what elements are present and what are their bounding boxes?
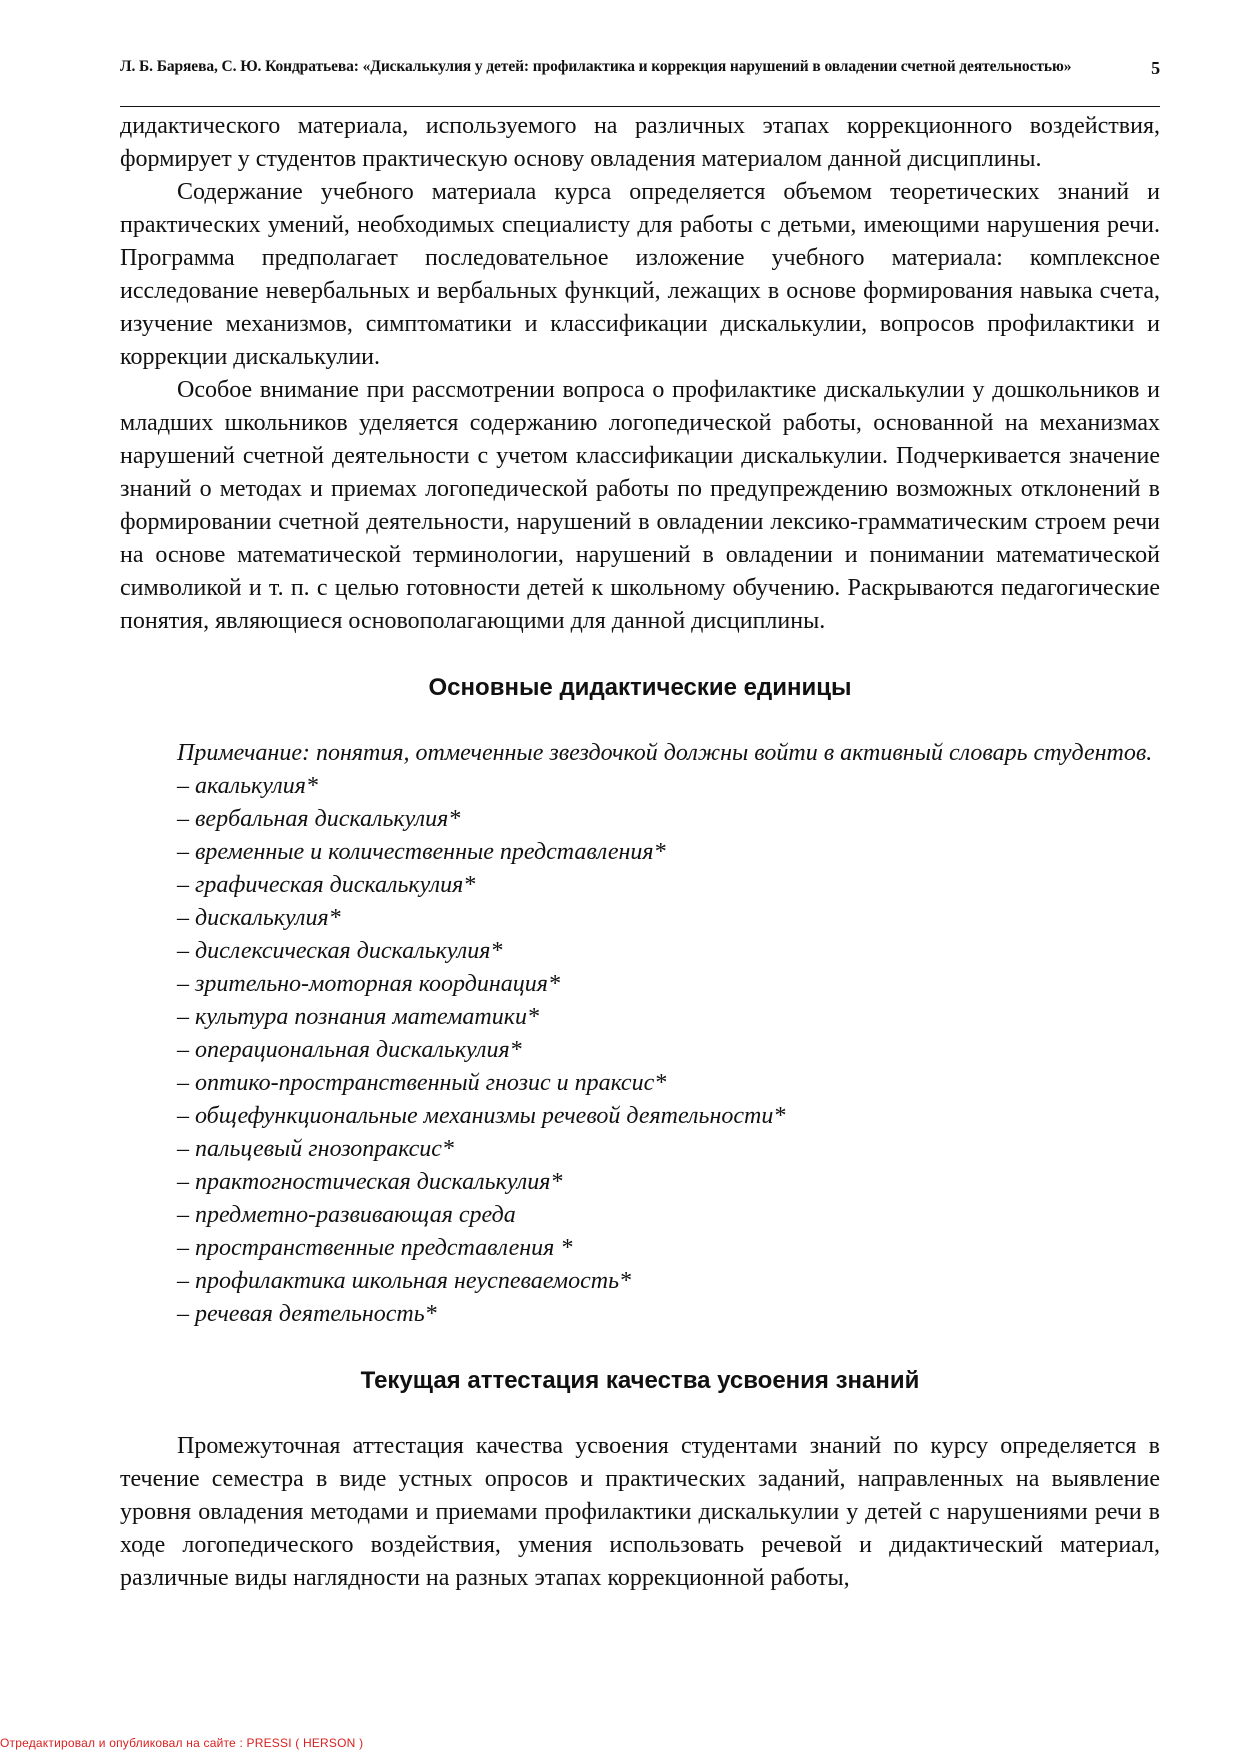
section-title-didactic-units: Основные дидактические единицы	[428, 674, 852, 701]
list-item: – пространственные представления *	[177, 1235, 573, 1261]
terms-list	[120, 770, 1160, 1331]
list-item: – зрительно-моторная координация*	[177, 971, 560, 997]
page-content	[120, 110, 1160, 1595]
list-item: – практогностическая дискалькулия*	[177, 1169, 563, 1195]
list-item: – оптико-пространственный гнозис и праксис*	[177, 1070, 667, 1096]
list-item: – временные и количественные представления*	[177, 839, 666, 865]
list-item: – общефункциональные механизмы речевой деятельности*	[177, 1103, 786, 1129]
list-item: – дискалькулия*	[177, 905, 341, 931]
paragraph-special-attention: Особое внимание при рассмотрении вопроса о профилактике дискалькулии у дошкольников и младших школьников уделяется содержанию логопедической работы, основанной на механизмах нарушений счетной деятельности с учетом классификации дискалькулии. Подчеркивается значение знаний о методах и приемах логопедической работы по предупреждению возможных отклонений в формировании счетной деятельности, нарушений в овладении лексико-грамматическим строем речи на основе математической терминологии, нарушений в овладении и понимании математической символикой и т. п. с целью готовности детей к школьному обучению. Раскрываются педагогические понятия, являющиеся основополагающими для данной дисциплины.	[120, 377, 1160, 634]
running-header	[120, 58, 1160, 76]
page-number: 5	[1151, 58, 1160, 78]
list-item: – дислексическая дискалькулия*	[177, 938, 503, 964]
list-item: – предметно-развивающая среда	[177, 1202, 516, 1228]
list-item: – профилактика школьная неуспеваемость*	[177, 1268, 631, 1294]
note-paragraph: Примечание: понятия, отмеченные звездочкой должны войти в активный словарь студентов.	[177, 740, 1153, 766]
paragraph-continued: дидактического материала, используемого на различных этапах коррекционного воздействия, формирует у студентов практическую основу овладения материалом данной дисциплины.	[120, 113, 1160, 172]
list-item: – операциональная дискалькулия*	[177, 1037, 522, 1063]
paragraph-assessment: Промежуточная аттестация качества усвоения студентами знаний по курсу определяется в течение семестра в виде устных опросов и практических заданий, направленных на выявление уровня овладения методами и приемами профилактики дискалькулии у детей с нарушениями речи в ходе логопедического воздействия, умения использовать речевой и дидактический материал, различные виды наглядности на разных этапах коррекционной работы,	[120, 1433, 1160, 1591]
list-item: – культура познания математики*	[177, 1004, 539, 1030]
section-title-current-assessment: Текущая аттестация качества усвоения знаний	[360, 1367, 920, 1394]
paragraph-course-content: Содержание учебного материала курса определяется объемом теоретических знаний и практических умений, необходимых специалисту для работы с детьми, имеющими нарушения речи. Программа предполагает последовательное изложение учебного материала: комплексное исследование невербальных и вербальных функций, лежащих в основе формирования навыка счета, изучение механизмов, симптоматики и классификации дискалькулии, вопросов профилактики и коррекции дискалькулии.	[120, 179, 1160, 370]
list-item: – пальцевый гнозопраксис*	[177, 1136, 454, 1162]
list-item: – речевая деятельность*	[177, 1301, 437, 1327]
running-title: Л. Б. Баряева, С. Ю. Кондратьева: «Дискалькулия у детей: профилактика и коррекция нарушений в овладении счетной деятельностью»	[120, 58, 1072, 75]
list-item: – акалькулия*	[177, 773, 318, 799]
list-item: – графическая дискалькулия*	[177, 872, 476, 898]
header-divider	[120, 106, 1160, 107]
list-item: – вербальная дискалькулия*	[177, 806, 461, 832]
publisher-credit: Отредактировал и опубликовал на сайте : PRESSI ( HERSON )	[0, 1736, 364, 1750]
